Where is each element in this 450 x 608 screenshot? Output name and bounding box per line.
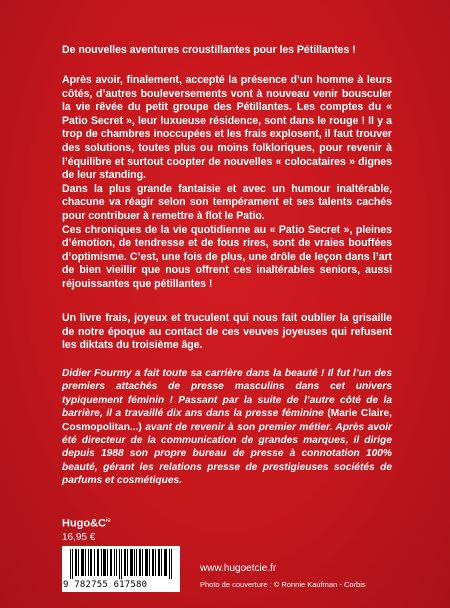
synopsis-paragraph-2: Dans la plus grande fantaisie et avec un humour inaltérable, chacune va réagir selon son tempérament et ses talents cachés pour contribuer à remettre à flot le Patio.	[62, 182, 392, 222]
price: 16,95 €	[62, 532, 96, 543]
author-bio-part-1: Didier Fourmy a fait toute sa carrière dans la beauté ! Il fut l’un des premiers attachés de presse masculins dans cet univers typiquement féminin ! Passant par la suite de l’autre côté de la barrière, il a travaillé dix ans dans la presse féminine	[62, 368, 392, 420]
barcode-bars-icon	[70, 549, 174, 579]
publisher-mark: ie	[106, 518, 111, 524]
synopsis-paragraph-3: Ces chroniques de la vie quotidienne au « Patio Secret », pleines d’émotion, de tendresse et de fous rires, sont de vraies bouffées d’optimisme. C’est, une fois de plus, une drôle de leçon dans l’art de bien vieillir que nous offrent ces inaltérables seniors, aussi réjouissantes que pétillantes !	[62, 223, 392, 290]
barcode-digits: 9 782755 617580	[63, 580, 148, 590]
tagline: De nouvelles aventures croustillantes pour les Pétillantes !	[62, 44, 356, 56]
barcode	[62, 546, 180, 592]
publisher-name: Hugo&C	[62, 517, 106, 530]
synopsis-paragraph-1: Après avoir, finalement, accepté la présence d’un homme à leurs côtés, d’autres bouleversements vont à nouveau venir bousculer la vie rêvée du petit groupe des Pétillantes. Les comptes du « Patio Secret », leur luxueuse résidence, sont dans le rouge ! Il y a trop de chambres inoccupées et les frais explosent, il faut trouver des solutions, toutes plus ou moins folkloriques, pour revenir à l’équilibre et surtout coopter de nouvelles « colocataires » dignes de leur standing.	[62, 74, 392, 182]
author-bio-part-2: avant de revenir à son premier métier. Après avoir été directeur de la communication de grandes marques, il dirige depuis 1988 son propre bureau de presse à connotation 100% beauté, gérant les relations presse de prestigieuses sociétés de parfums et cosmétiques.	[62, 421, 392, 487]
synopsis	[62, 74, 392, 292]
photo-credit: Photo de couverture : © Ronnie Kaufman - Corbis	[200, 580, 366, 589]
publisher-website: www.hugoetcie.fr	[200, 563, 277, 574]
author-bio-magazines: (Marie Claire, Cosmopolitan...)	[62, 408, 393, 433]
promo-text: Un livre frais, joyeux et truculent qui nous fait oublier la grisaille de notre époque au contact de ces veuves joyeuses qui refusent les diktats du troisième âge.	[62, 312, 392, 352]
publisher-logo	[62, 514, 111, 531]
author-bio	[62, 367, 392, 488]
